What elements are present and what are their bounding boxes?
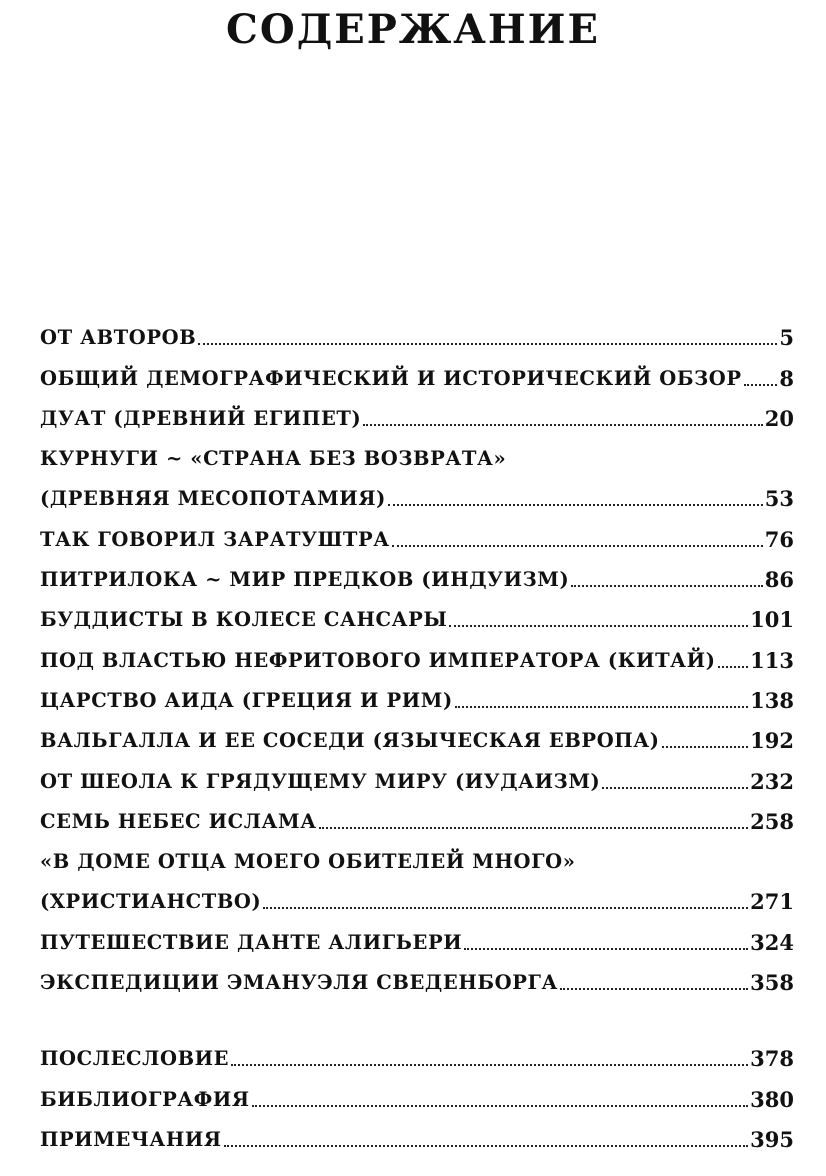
toc-entry-title: ОТ ШЕОЛА К ГРЯДУЩЕМУ МИРУ (ИУДАИЗМ) [40, 769, 601, 793]
toc-entry-page: 258 [750, 808, 794, 834]
toc-entry-title: «В ДОМЕ ОТЦА МОЕГО ОБИТЕЛЕЙ МНОГО» [40, 850, 576, 874]
toc-entry-page: 358 [750, 970, 794, 996]
toc-entry[interactable] [40, 920, 794, 960]
toc-entry[interactable] [40, 800, 794, 840]
dot-leader [464, 948, 748, 950]
toc-entry[interactable] [40, 679, 794, 719]
dot-leader [602, 787, 748, 789]
toc-entry[interactable] [40, 1037, 794, 1077]
toc-entry-page: 192 [750, 728, 794, 754]
toc-entry-title: ПОСЛЕСЛОВИЕ [40, 1047, 230, 1071]
dot-leader [662, 746, 749, 748]
dot-leader [224, 1145, 748, 1147]
toc-entry-title: СЕМЬ НЕБЕС ИСЛАМА [40, 809, 317, 833]
dot-leader [388, 504, 763, 506]
toc-entry-page: 378 [750, 1046, 794, 1072]
toc-entry-page: 53 [764, 486, 794, 512]
dot-leader [455, 706, 748, 708]
toc-entry-page: 395 [750, 1126, 794, 1152]
toc-entry-title: ПРИМЕЧАНИЯ [40, 1127, 222, 1151]
toc-entry[interactable] [40, 316, 794, 356]
toc-entry[interactable] [40, 1077, 794, 1117]
toc-entry-first-line[interactable] [40, 840, 794, 880]
toc-entry[interactable] [40, 638, 794, 678]
toc-entry-page: 271 [750, 889, 794, 915]
toc-entry[interactable] [40, 356, 794, 396]
dot-leader [198, 343, 777, 345]
toc-entry[interactable] [40, 517, 794, 557]
toc-entry[interactable] [40, 477, 794, 517]
toc-entry-title: (ДРЕВНЯЯ МЕСОПОТАМИЯ) [40, 487, 386, 511]
toc-entry-page: 8 [779, 365, 794, 391]
dot-leader [252, 1105, 748, 1107]
toc-entry[interactable] [40, 1118, 794, 1158]
dot-leader [363, 424, 762, 426]
toc-entry[interactable] [40, 558, 794, 598]
dot-leader [571, 585, 762, 587]
toc-entry-title: ОБЩИЙ ДЕМОГРАФИЧЕСКИЙ И ИСТОРИЧЕСКИЙ ОБЗОР [40, 366, 742, 390]
toc-entry-title: (ХРИСТИАНСТВО) [40, 890, 262, 914]
toc-entry-title: ПИТРИЛОКА ~ МИР ПРЕДКОВ (ИНДУИЗМ) [40, 568, 570, 592]
dot-leader [231, 1064, 748, 1066]
toc-entry-page: 76 [764, 526, 794, 552]
toc-entry[interactable] [40, 759, 794, 799]
dot-leader [560, 988, 748, 990]
toc-entry[interactable] [40, 397, 794, 437]
toc-entry-title: ПОД ВЛАСТЬЮ НЕФРИТОВОГО ИМПЕРАТОРА (КИТАЙ) [40, 648, 716, 672]
toc-entry-title: ДУАТ (ДРЕВНИЙ ЕГИПЕТ) [40, 406, 362, 430]
dot-leader [263, 907, 748, 909]
toc-entry-first-line[interactable] [40, 437, 794, 477]
toc-entry-title: ТАК ГОВОРИЛ ЗАРАТУШТРА [40, 527, 390, 551]
toc-entry-page: 324 [750, 929, 794, 955]
toc-entry-page: 20 [764, 405, 794, 431]
toc-entry-page: 86 [764, 567, 794, 593]
toc-entry-page: 232 [750, 768, 794, 794]
dot-leader [449, 625, 748, 627]
toc-entry-page: 101 [750, 607, 794, 633]
toc-back-matter-list [40, 1037, 794, 1158]
toc-entry-title: ВАЛЬГАЛЛА И ЕЕ СОСЕДИ (ЯЗЫЧЕСКАЯ ЕВРОПА) [40, 729, 660, 753]
dot-leader [319, 827, 748, 829]
toc-entry-page: 113 [750, 647, 794, 673]
dot-leader [744, 384, 778, 386]
toc-entry-title: ЭКСПЕДИЦИИ ЭМАНУЭЛЯ СВЕДЕНБОРГА [40, 971, 559, 995]
toc-entry[interactable] [40, 880, 794, 920]
toc-entry-title: КУРНУГИ ~ «СТРАНА БЕЗ ВОЗВРАТА» [40, 447, 507, 471]
toc-entry-title: ОТ АВТОРОВ [40, 326, 197, 350]
toc-entry-title: ПУТЕШЕСТВИЕ ДАНТЕ АЛИГЬЕРИ [40, 930, 463, 954]
toc-entry-title: БУДДИСТЫ В КОЛЕСЕ САНСАРЫ [40, 608, 448, 632]
toc-entry-title: БИБЛИОГРАФИЯ [40, 1087, 250, 1111]
toc-entry[interactable] [40, 598, 794, 638]
toc-entry-page: 380 [750, 1086, 794, 1112]
page-title: СОДЕРЖАНИЕ [226, 6, 600, 53]
toc-entry-page: 138 [750, 687, 794, 713]
dot-leader [718, 666, 749, 668]
toc-entry[interactable] [40, 719, 794, 759]
toc-entry[interactable] [40, 961, 794, 1001]
toc-entry-title: ЦАРСТВО АИДА (ГРЕЦИЯ И РИМ) [40, 688, 453, 712]
toc-main-list [40, 316, 794, 1001]
dot-leader [392, 545, 763, 547]
toc-entry-page: 5 [779, 325, 794, 351]
